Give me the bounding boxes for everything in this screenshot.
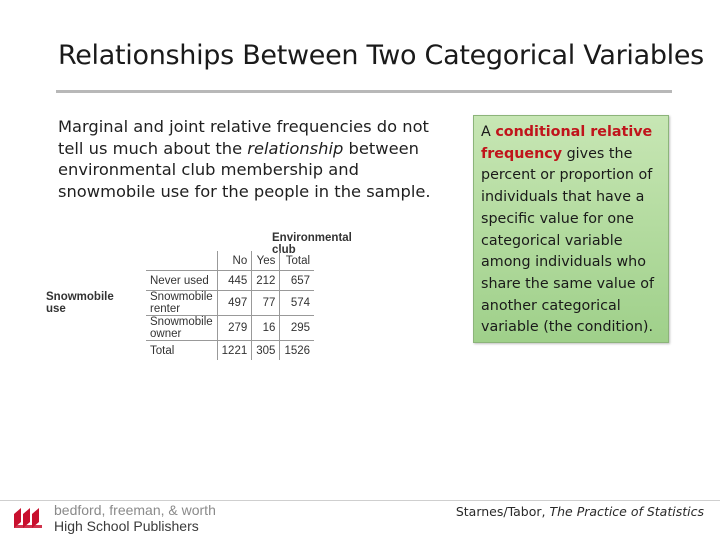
table-cell: 279 xyxy=(217,316,252,341)
book-credit xyxy=(456,504,704,519)
row-label: Snowmobile renter xyxy=(146,291,217,316)
table-row xyxy=(146,271,314,291)
column-header: Total xyxy=(280,251,314,271)
definition-prefix: A xyxy=(481,124,496,140)
table-header-row xyxy=(146,251,314,271)
intro-text-start: Marginal and joint relative frequencies do not tell us much about the xyxy=(58,117,429,158)
table-cell: 212 xyxy=(252,271,280,291)
intro-text-end: between environmental club membership and snowmobile use for the people in the sample. xyxy=(58,138,431,201)
footer-divider xyxy=(0,500,720,501)
column-header: No xyxy=(217,251,252,271)
publisher-line-1: bedford, freeman, & worth xyxy=(54,502,216,518)
publisher-line-2: High School Publishers xyxy=(54,518,199,534)
row-group-label: Snowmobile use xyxy=(46,291,114,315)
table-cell: 657 xyxy=(280,271,314,291)
table-row xyxy=(146,341,314,361)
publisher-name xyxy=(54,502,216,534)
definition-term: conditional relative frequency xyxy=(481,124,653,162)
table-cell: 77 xyxy=(252,291,280,316)
table-row xyxy=(146,316,314,341)
intro-paragraph xyxy=(58,116,438,202)
table-row xyxy=(146,291,314,316)
credit-book-title: The Practice of Statistics xyxy=(549,504,704,519)
definition-box xyxy=(473,115,669,343)
row-label: Never used xyxy=(146,271,217,291)
table-cell: 1526 xyxy=(280,341,314,361)
table-cell: 16 xyxy=(252,316,280,341)
row-label: Snowmobile owner xyxy=(146,316,217,341)
table-cell: 445 xyxy=(217,271,252,291)
credit-authors: Starnes/Tabor, xyxy=(455,504,550,519)
table-cell: 574 xyxy=(280,291,314,316)
column-header: Yes xyxy=(252,251,280,271)
table-cell: 305 xyxy=(252,341,280,361)
publisher-logo-icon xyxy=(12,506,44,530)
frequency-table xyxy=(146,251,314,360)
table-cell: 497 xyxy=(217,291,252,316)
title-divider xyxy=(56,90,672,93)
table-cell: 295 xyxy=(280,316,314,341)
slide-title: Relationships Between Two Categorical Variables xyxy=(58,40,704,71)
column-group-label: Environmental club xyxy=(272,232,352,256)
row-label: Total xyxy=(146,341,217,361)
table-cell: 1221 xyxy=(217,341,252,361)
intro-emphasis: relationship xyxy=(247,138,344,158)
definition-body: gives the percent or proportion of individuals that have a specific value for one categorical variable among individuals who share the same value of another categorical variable (the condition). xyxy=(481,145,655,336)
